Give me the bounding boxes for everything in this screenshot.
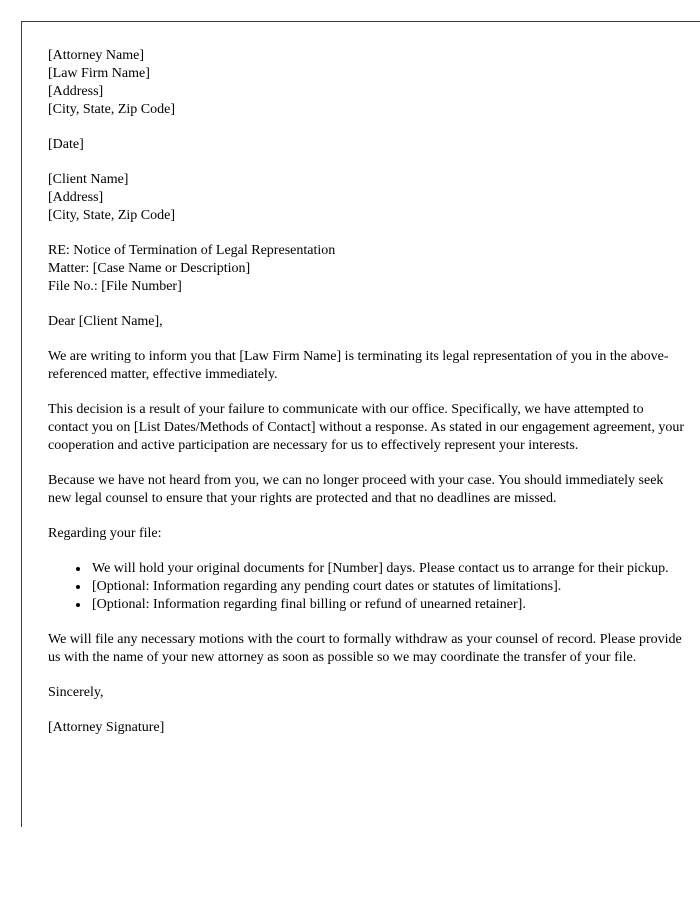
sender-address-block (48, 47, 687, 119)
sender-attorney-name: [Attorney Name] (48, 48, 145, 63)
bullet-item-final-billing: • [Optional: Information regarding final billing or refund of unearned retainer]. (90, 596, 687, 614)
date-line: [Date] (48, 137, 84, 152)
sender-address: [Address] (48, 84, 104, 99)
sender-city-state-zip: [City, State, Zip Code] (48, 102, 176, 117)
recipient-city-state-zip: [City, State, Zip Code] (48, 208, 176, 223)
sender-law-firm-name: [Law Firm Name] (48, 66, 150, 81)
recipient-address: [Address] (48, 190, 104, 205)
valediction: Sincerely, (48, 685, 104, 700)
file-bullet-list (48, 560, 687, 614)
body-paragraph-1: We are writing to inform you that [Law Firm Name] is terminating its legal representation of you in the above-referenced matter, effective immediately. (48, 349, 669, 382)
subject-matter-line: Matter: [Case Name or Description] (48, 261, 251, 276)
body-paragraph-2: This decision is a result of your failure to communicate with our office. Specifically, we have attempted to contact you on [List Dates/Methods of Contact] without a response. As stated in our engagement agreement, your cooperation and active participation are necessary for us to effectively represent your interests. (48, 402, 685, 453)
attorney-signature: [Attorney Signature] (48, 720, 165, 735)
bullet-item-documents-hold: • We will hold your original documents for [Number] days. Please contact us to arrange for their pickup. (90, 560, 687, 578)
body-paragraph-3: Because we have not heard from you, we can no longer proceed with your case. You should immediately seek new legal counsel to ensure that your rights are protected and that no deadlines are missed. (48, 473, 664, 506)
salutation: Dear [Client Name], (48, 314, 163, 329)
letter-document (21, 21, 700, 827)
closing-paragraph: We will file any necessary motions with the court to formally withdraw as your counsel of record. Please provide us with the name of your new attorney as soon as possible so we may coordinate the transfer of your file. (48, 632, 682, 665)
subject-re-line: RE: Notice of Termination of Legal Representation (48, 243, 336, 258)
bullet-item-court-dates: • [Optional: Information regarding any pending court dates or statutes of limitations]. (90, 578, 687, 596)
recipient-client-name: [Client Name] (48, 172, 129, 187)
subject-file-no-line: File No.: [File Number] (48, 279, 182, 294)
date-block (48, 136, 687, 154)
file-section-heading: Regarding your file: (48, 526, 162, 541)
recipient-address-block (48, 171, 687, 225)
subject-block (48, 242, 687, 296)
